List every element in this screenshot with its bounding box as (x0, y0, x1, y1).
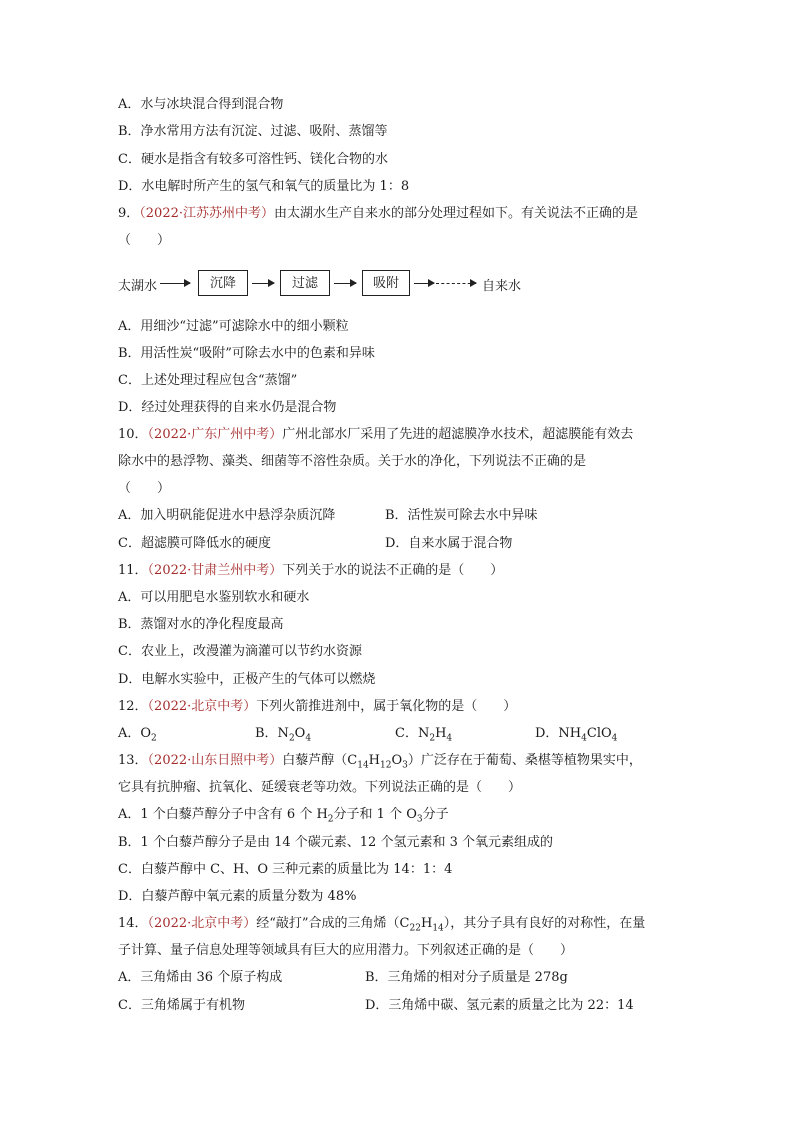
q9-stem (118, 205, 638, 223)
q11-option-b: B．蒸馏对水的净化程度最高 (118, 617, 284, 632)
q9-option-b: B．用活性炭“吸附”可除去水中的色素和异味 (118, 346, 375, 361)
q14-option-a: A．三角烯由 36 个原子构成 (118, 970, 283, 985)
q12-stem (118, 698, 516, 716)
flow-arrow-2 (252, 283, 274, 284)
q11-source: （2022·甘肃兰州中考） (147, 563, 283, 578)
flow-box-adsorption: 吸附 (362, 270, 410, 296)
q14-option-c: C．三角烯属于有机物 (118, 998, 245, 1013)
flow-start-label: 太湖水 (118, 279, 158, 294)
q12-stem-text: 下列火箭推进剂中，属于氧化物的是（ ） (256, 699, 517, 714)
q13-source: （2022·山东日照中考） (147, 753, 283, 768)
q8-option-a: A．水与冰块混合得到混合物 (118, 97, 284, 112)
q14-option-b: B．三角烯的相对分子质量是 278g (365, 970, 568, 985)
q10-stem-line2: 除水中的悬浮物、藻类、细菌等不溶性杂质。关于水的净化，下列说法不正确的是 (118, 454, 587, 469)
q9-option-c: C．上述处理过程应包含“蒸馏” (118, 373, 298, 388)
q13-stem-line1: 13．（2022·山东日照中考）白藜芦醇$(C_{14}H_{12}O_3)$广泛存在于葡萄、桑椹等植物果实中， (118, 753, 642, 771)
q10-number: 10． (118, 427, 148, 442)
q13-number: 13． (118, 753, 148, 768)
q10-stem-line1 (118, 426, 633, 444)
flow-box-sedimentation: 沉降 (198, 270, 248, 296)
q10-option-a: A．加入明矾能促进水中悬浮杂质沉降 (118, 508, 336, 523)
q12-option-b: B．$N_2O_4$ (255, 726, 312, 744)
q10-option-d: D．自来水属于混合物 (385, 536, 513, 551)
q14-option-d: D．三角烯中碳、氢元素的质量之比为 22：14 (365, 998, 634, 1013)
q11-option-c: C．农业上，改漫灌为滴灌可以节约水资源 (118, 644, 362, 659)
q9-flowchart (118, 270, 638, 298)
q10-option-b: B．活性炭可除去水中异味 (385, 508, 538, 523)
q14-stem-line1: 14．（2022·北京中考）经“敲打”合成的三角烯$(C_{22}H_{14})$，其分子具有良好的对称性，在量 (118, 916, 646, 934)
q13-option-d: D．白藜芦醇中氧元素的质量分数为 48% (118, 889, 357, 904)
q11-stem (118, 562, 503, 580)
q11-option-d: D．电解水实验中，正极产生的气体可以燃烧 (118, 672, 376, 687)
q13-option-a: A．1 个白藜芦醇分子中含有 6 个 $H_2$分子和 1 个 $O_3$分子 (118, 807, 449, 825)
q14-source: （2022·北京中考） (147, 916, 257, 931)
q14-number: 14． (118, 916, 148, 931)
q12-option-d: D．$NH_4ClO_4$ (535, 726, 618, 744)
q9-option-d: D．经过处理获得的自来水仍是混合物 (118, 400, 337, 415)
q12-option-c: C．$N_2H_4$ (395, 726, 453, 744)
q14-stem-line2: 子计算、量子信息处理等领域具有巨大的应用潜力。下列叙述正确的是（ ） (118, 943, 574, 958)
q9-option-a: A．用细沙“过滤”可滤除水中的细小颗粒 (118, 319, 349, 334)
q10-stem-text: 广州北部水厂采用了先进的超滤膜净水技术，超滤膜能有效去 (282, 427, 634, 442)
q12-source: （2022·北京中考） (147, 699, 257, 714)
flow-arrow-1 (160, 283, 190, 284)
flow-arrow-4 (414, 283, 434, 284)
q10-option-c: C．超滤膜可降低水的硬度 (118, 536, 271, 551)
q9-paren: （ ） (118, 233, 171, 248)
q9-number: 9． (118, 206, 140, 221)
q13-option-c: C．白藜芦醇中 C、H、O 三种元素的质量比为 14：1：4 (118, 862, 453, 877)
flow-end-label: 自来水 (482, 279, 522, 294)
q8-option-b: B．净水常用方法有沉淀、过滤、吸附、蒸馏等 (118, 124, 388, 139)
q8-option-d: D．水电解时所产生的氢气和氧气的质量比为 1：8 (118, 179, 410, 194)
q9-source: （2022·江苏苏州中考） (139, 206, 274, 221)
q11-number: 11． (118, 563, 148, 578)
q8-option-c: C．硬水是指含有较多可溶性钙、镁化合物的水 (118, 152, 388, 167)
q10-source: （2022·广东广州中考） (147, 427, 283, 442)
flow-arrow-3 (334, 283, 356, 284)
flow-box-filtration: 过滤 (280, 270, 330, 296)
q12-option-a: A．$O_2$ (118, 726, 157, 744)
q9-stem-text: 由太湖水生产自来水的部分处理过程如下。有关说法不正确的是 (274, 206, 639, 221)
q11-stem-text: 下列关于水的说法不正确的是（ ） (282, 563, 504, 578)
q13-stem-line2: 它具有抗肿瘤、抗氧化、延缓衰老等功效。下列说法正确的是（ ） (118, 780, 522, 795)
q11-option-a: A．可以用肥皂水鉴别软水和硬水 (118, 590, 310, 605)
flow-arrow-dashed (436, 283, 476, 284)
q12-number: 12． (118, 699, 148, 714)
q13-option-b: B．1 个白藜芦醇分子是由 14 个碳元素、12 个氢元素和 3 个氧元素组成的 (118, 835, 553, 850)
q10-paren: （ ） (118, 481, 171, 496)
